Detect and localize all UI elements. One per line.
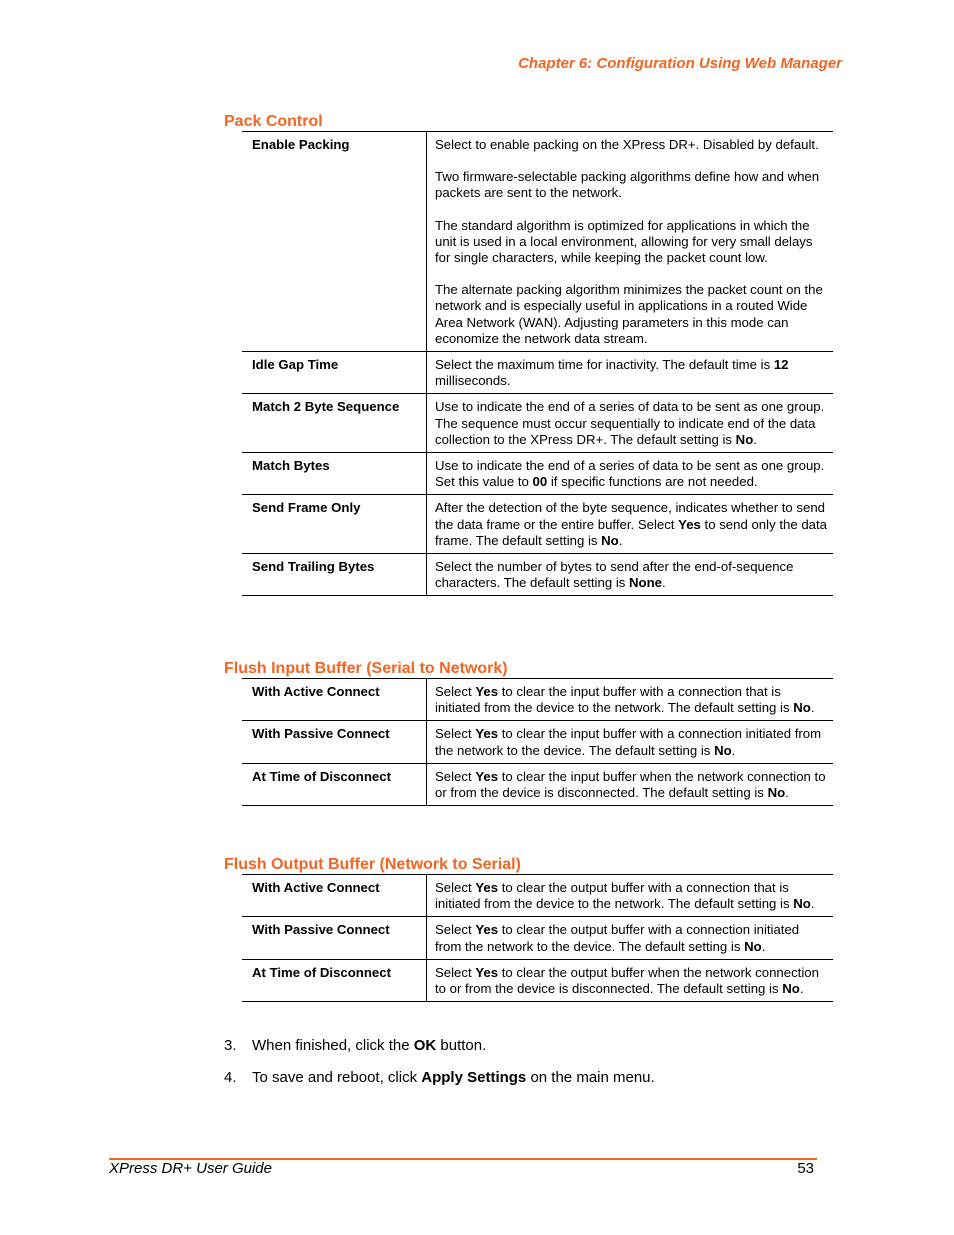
text-run: Select the number of bytes to send after the end-of-sequence characters. The default setting is <box>435 559 794 591</box>
description-paragraph <box>435 458 827 490</box>
table-row <box>242 394 833 453</box>
description-paragraph <box>435 218 827 267</box>
table-row <box>242 959 833 1001</box>
bold-text: OK <box>413 1037 437 1054</box>
setting-name: At Time of Disconnect <box>242 959 427 1001</box>
bold-text: No <box>793 896 811 912</box>
text-run: Select to enable packing on the XPress DR+. Disabled by default. <box>435 137 819 152</box>
text-run: . <box>618 532 623 548</box>
description-paragraph <box>435 684 827 716</box>
text-run: After the detection of the byte sequence, indicates whether to send the data frame or the entire buffer. Select <box>435 500 826 532</box>
description-paragraph <box>435 922 827 954</box>
text-run: The alternate packing algorithm minimizes the packet count on the network and is especially useful in applications in a routed Wide Area Network (WAN). Adjusting parameters in this mode can economize the network data stream. <box>435 282 823 346</box>
description-paragraph <box>435 282 827 347</box>
bold-text: Yes <box>475 922 499 938</box>
description-paragraph <box>435 559 827 591</box>
bold-text: None <box>629 575 662 591</box>
text-run: Select <box>435 922 476 938</box>
bold-text: No <box>744 938 762 954</box>
text-run: Select <box>435 964 476 980</box>
bold-text: 00 <box>532 474 548 490</box>
setting-description <box>427 495 834 554</box>
bold-text: No <box>714 742 732 758</box>
description-paragraph <box>435 169 827 201</box>
setting-description <box>427 394 834 453</box>
description-paragraph <box>435 500 827 549</box>
setting-name: Idle Gap Time <box>242 352 427 394</box>
text-run: to send only the data frame. The default setting is <box>435 516 827 548</box>
text-run: . <box>799 981 804 997</box>
text-run: to clear the output buffer with a connection that is initiated from the device to the network. The default setting is <box>435 880 794 912</box>
setting-description <box>427 554 834 596</box>
setting-description <box>427 679 834 721</box>
step-item <box>224 1069 655 1087</box>
setting-name: Send Trailing Bytes <box>242 554 427 596</box>
bold-text: No <box>735 431 754 447</box>
description-paragraph <box>435 399 827 448</box>
setting-description <box>427 132 834 352</box>
setting-name: With Passive Connect <box>242 721 427 763</box>
setting-name: Match 2 Byte Sequence <box>242 394 427 453</box>
table-row <box>242 132 833 352</box>
setting-description <box>427 763 834 805</box>
setting-name: At Time of Disconnect <box>242 763 427 805</box>
description-paragraph <box>435 769 827 801</box>
text-run: . <box>810 896 815 912</box>
text-run: to clear the output buffer with a connection initiated from the network to the device. The default setting is <box>435 922 800 954</box>
bold-text: Yes <box>475 768 499 784</box>
text-run: Two firmware-selectable packing algorithms define how and when packets are sent to the network. <box>435 169 820 201</box>
section-title: Flush Input Buffer (Serial to Network) <box>224 660 508 677</box>
description-paragraph <box>435 357 827 389</box>
definition-table <box>242 131 833 596</box>
text-run: . <box>785 785 789 801</box>
section-title: Flush Output Buffer (Network to Serial) <box>224 856 521 873</box>
text-run: to clear the input buffer with a connection that is initiated from the device to the network. The default setting is <box>435 684 794 716</box>
text-run: Use to indicate the end of a series of data to be sent as one group. The sequence must occur sequentially to indicate end of the data collection to the XPress DR+. The default setting is <box>435 399 825 447</box>
text-run: . <box>810 700 815 716</box>
text-run: To save and reboot, click <box>252 1069 422 1086</box>
text-run: Use to indicate the end of a series of data to be sent as one group. Set this value to <box>435 458 825 490</box>
definition-table <box>242 874 833 1002</box>
bold-text: Yes <box>475 726 499 742</box>
bold-text: Yes <box>475 964 499 980</box>
section-title: Pack Control <box>224 113 323 130</box>
text-run: . <box>731 742 736 758</box>
description-paragraph <box>435 137 827 153</box>
setting-description <box>427 352 834 394</box>
bold-text: Yes <box>678 516 701 532</box>
text-run: Select <box>435 684 476 699</box>
text-run: When finished, click the <box>252 1037 414 1054</box>
text-run: button. <box>436 1037 487 1054</box>
bold-text: No <box>782 981 800 997</box>
bold-text: 12 <box>773 357 789 373</box>
table-row <box>242 495 833 554</box>
footer-title: XPress DR+ User Guide <box>109 1160 272 1177</box>
table-row <box>242 453 833 495</box>
steps-list <box>224 1037 655 1101</box>
setting-description <box>427 917 834 959</box>
table-row <box>242 721 833 763</box>
text-run: if specific functions are not needed. <box>547 474 758 490</box>
bold-text: No <box>793 700 811 716</box>
definition-table <box>242 678 833 806</box>
page-number: 53 <box>797 1160 814 1177</box>
setting-description <box>427 959 834 1001</box>
text-run: on the main menu. <box>526 1069 655 1086</box>
description-paragraph <box>435 965 827 997</box>
step-number: 3. <box>224 1037 237 1054</box>
step-text <box>252 1037 486 1055</box>
setting-name: Send Frame Only <box>242 495 427 554</box>
table-row <box>242 917 833 959</box>
step-number: 4. <box>224 1069 237 1086</box>
text-run: milliseconds. <box>435 373 511 389</box>
step-text <box>252 1069 655 1087</box>
bold-text: Yes <box>475 880 499 895</box>
setting-name: With Active Connect <box>242 679 427 721</box>
setting-name: Match Bytes <box>242 453 427 495</box>
text-run: . <box>661 575 666 591</box>
text-run: to clear the input buffer when the network connection to or from the device is disconnected. The default setting is <box>435 768 826 801</box>
table-row <box>242 875 833 917</box>
bold-text: No <box>767 785 786 801</box>
text-run: Select <box>435 768 476 784</box>
description-paragraph <box>435 726 827 758</box>
description-paragraph <box>435 880 827 912</box>
setting-description <box>427 453 834 495</box>
setting-name: Enable Packing <box>242 132 427 352</box>
bold-text: No <box>601 532 619 548</box>
section-pack-control <box>224 113 833 596</box>
text-run: to clear the input buffer with a connection initiated from the network to the device. The default setting is <box>435 726 822 758</box>
table-row <box>242 679 833 721</box>
section-flush-input <box>224 660 833 806</box>
bold-text: Apply Settings <box>421 1069 527 1086</box>
text-run: . <box>753 431 757 447</box>
section-flush-output <box>224 856 833 1002</box>
table-row <box>242 352 833 394</box>
text-run: to clear the output buffer when the network connection to or from the device is disconnected. The default setting is <box>435 964 819 997</box>
chapter-header: Chapter 6: Configuration Using Web Manager <box>518 55 842 72</box>
text-run: . <box>761 938 766 954</box>
table-row <box>242 763 833 805</box>
text-run: The standard algorithm is optimized for applications in which the unit is used in a local environment, allowing for very small delays for single characters, while keeping the packet count low. <box>435 217 813 266</box>
text-run: Select <box>435 880 476 895</box>
bold-text: Yes <box>475 684 499 699</box>
setting-name: With Passive Connect <box>242 917 427 959</box>
table-row <box>242 554 833 596</box>
text-run: Select the maximum time for inactivity. The default time is <box>435 357 774 373</box>
setting-description <box>427 875 834 917</box>
setting-description <box>427 721 834 763</box>
text-run: Select <box>435 726 476 742</box>
setting-name: With Active Connect <box>242 875 427 917</box>
step-item <box>224 1037 655 1055</box>
